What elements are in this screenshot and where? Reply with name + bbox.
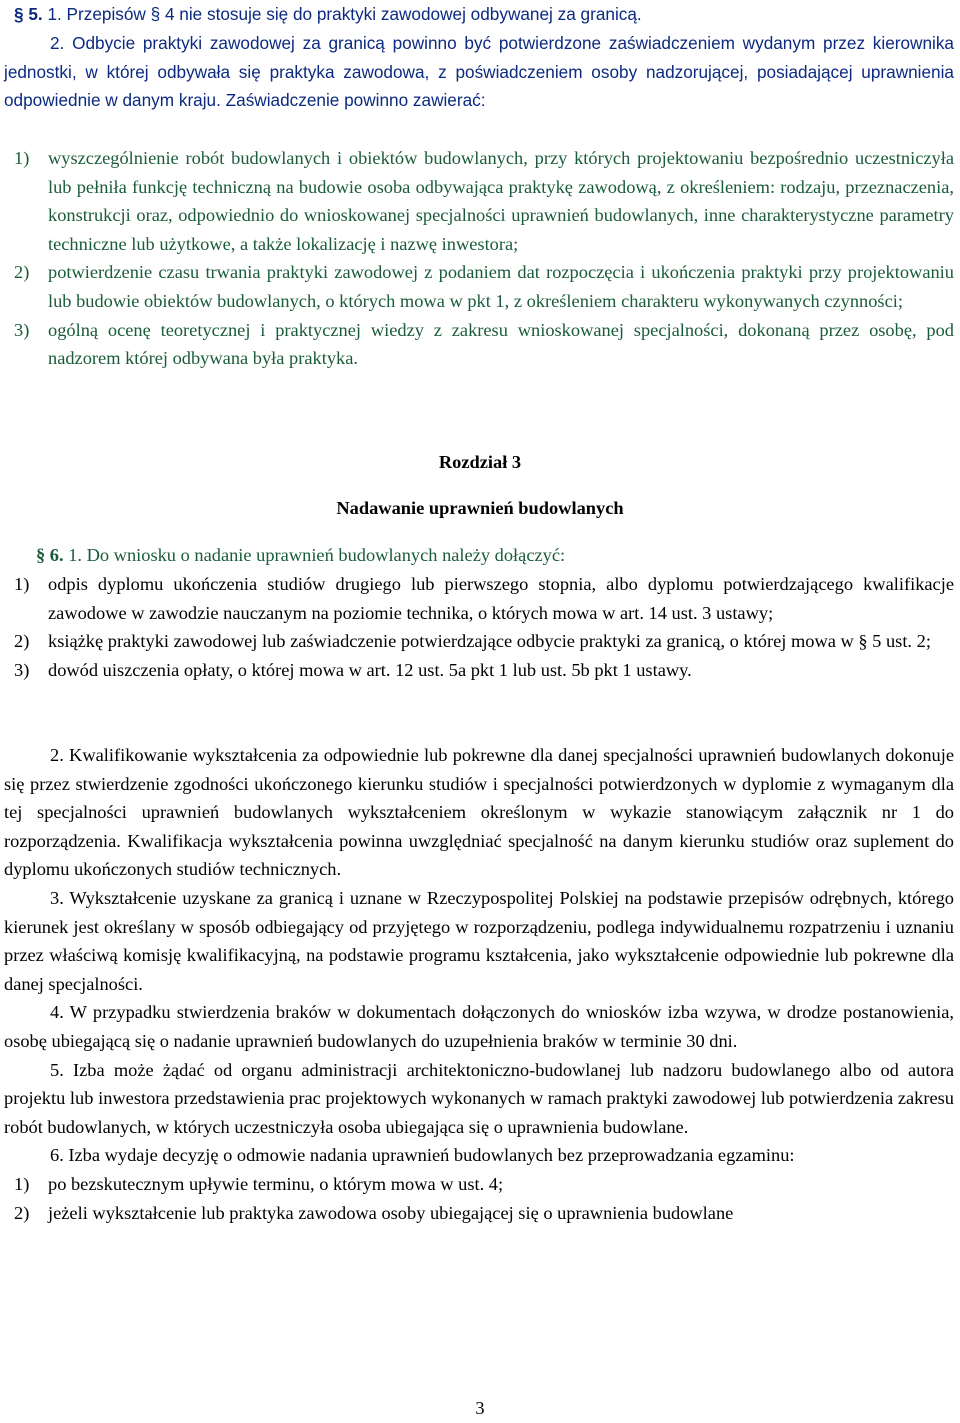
item-number: 1) <box>14 574 30 594</box>
par6-symbol: § 6. <box>36 545 64 565</box>
item-text: odpis dyplomu ukończenia studiów drugiego lub pierwszego stopnia, albo dyplomu potwierdzającego kwalifikacje zawodowe w zawodzie nauczanym na poziomie technika, o których mowa w art. 14 ust. 3 ustawy; <box>48 574 954 623</box>
item-text: wyszczególnienie robót budowlanych i obiektów budowlanych, przy których projektowaniu bezpośrednio uczestniczyła lub pełniła funkcję techniczną na budowie osoba odbywająca praktykę zawodową, z określeniem: rodzaju, przeznaczenia, konstrukcji oraz, odpowiednio do wnioskowanej specjalności uprawnień budowlanych, inne charakterystyczne parametry techniczne lub użytkowe, a także lokalizację i nazwę inwestora; <box>48 148 954 254</box>
par6-p4: 4. W przypadku stwierdzenia braków w dokumentach dołączonych do wniosków izba wzywa, w drodze postanowienia, osobę ubiegającą się o nadanie uprawnień budowlanych do uzupełnienia braków w terminie 30 dni. <box>4 1002 954 1051</box>
par5-p2b-text: Zaświadczenie powinno zawierać: <box>225 90 486 111</box>
par6-p1 <box>36 541 956 570</box>
item-number: 2) <box>14 1202 30 1223</box>
par6-item-3 <box>4 656 954 685</box>
par5-p2 <box>4 29 954 115</box>
chapter-number: Rozdział 3 <box>438 452 522 472</box>
par5-p1-text: 1. Przepisów § 4 nie stosuje się do praktyki zawodowej odbywanej za granicą. <box>47 4 642 24</box>
page-number: 3 <box>475 1398 485 1418</box>
par6-item-2 <box>4 627 954 656</box>
par5-p2a-text: 2. Odbycie praktyki zawodowej za granicą powinno być potwierdzone zaświadczeniem wydanym przez kierownika jednostki, w której odbywała się praktyka zawodowa, z poświadczeniem osoby nadzorującej, posiadającej uprawnienia odpowiednie w danym kraju. <box>4 33 954 111</box>
item-number: 3) <box>14 319 30 340</box>
item-text: dowód uiszczenia opłaty, o której mowa w art. 12 ust. 5a pkt 1 lub ust. 5b pkt 1 ustawy. <box>48 659 692 680</box>
par6-item2-1 <box>4 1170 954 1199</box>
par6-p6: 6. Izba wydaje decyzję o odmowie nadania uprawnień budowlanych bez przeprowadzania egzaminu: <box>50 1145 795 1166</box>
par5-items <box>4 144 954 373</box>
par6-p3: 3. Wykształcenie uzyskane za granicą i uznane w Rzeczypospolitej Polskiej na podstawie przepisów odrębnych, którego kierunek jest określany w sposób odbiegający od przyjętego w rozporządzeniu, podlega indywidualnemu rozpatrzeniu i uznaniu przez właściwą komisję kwalifikacyjną, na podstawie programu kształcenia, jako wykształcenie odpowiednie lub pokrewne dla danej specjalności. <box>4 887 954 994</box>
par5-item-3 <box>4 316 954 373</box>
item-text: jeżeli wykształcenie lub praktyka zawodowa osoby ubiegającej się o uprawnienia budowlane <box>48 1202 734 1223</box>
par6-items <box>4 570 954 684</box>
par6-item2-2 <box>4 1199 954 1228</box>
item-number: 3) <box>14 659 30 680</box>
item-number: 1) <box>14 148 30 168</box>
par5-item-2 <box>4 258 954 315</box>
par5-p1 <box>14 0 954 29</box>
item-text: ogólną ocenę teoretycznej i praktycznej wiedzy z zakresu wnioskowanej specjalności, dokonaną przez osobę, pod nadzorem której odbywana była praktyka. <box>48 319 954 369</box>
item-text: po bezskutecznym upływie terminu, o którym mowa w ust. 4; <box>48 1173 504 1194</box>
item-number: 2) <box>14 631 30 652</box>
item-number: 2) <box>14 262 30 283</box>
par6-p1-text: 1. Do wniosku o nadanie uprawnień budowlanych należy dołączyć: <box>68 545 566 565</box>
par6-p2: 2. Kwalifikowanie wykształcenia za odpowiednie lub pokrewne dla danej specjalności uprawnień budowlanych dokonuje się przez stwierdzenie zgodności ukończonego kierunku studiów i specjalności potwierdzonych w dyplomie z wymaganym dla tej specjalności uprawnień budowlanych wykształceniem określonym w wykazie stanowiącym załącznik nr 1 do rozporządzenia. Kwalifikacja wykształcenia powinna uwzględniać specjalność na danym kierunku studiów oraz suplement do dyplomu ukończonych studiów technicznych. <box>4 745 954 880</box>
par6-body <box>4 741 954 1227</box>
chapter-title: Nadawanie uprawnień budowlanych <box>336 498 624 518</box>
par6-p5: 5. Izba może żądać od organu administracji architektoniczno-budowlanej lub nadzoru budowlanego albo od autora projektu lub inwestora przedstawienia prac projektowych wykonanych w ramach praktyki zawodowej lub potwierdzenia zakresu robót budowlanych, w których uczestniczyła osoba ubiegająca się o uprawnienia budowlane. <box>4 1059 954 1137</box>
item-text: potwierdzenie czasu trwania praktyki zawodowej z podaniem dat rozpoczęcia i ukończenia praktyki przy projektowaniu lub budowie obiektów budowlanych, o których mowa w pkt 1, z określeniem charakteru wykonywanych czynności; <box>48 262 954 311</box>
par5-symbol: § 5. <box>14 4 43 24</box>
item-number: 1) <box>14 1173 30 1194</box>
item-text: książkę praktyki zawodowej lub zaświadczenie potwierdzające odbycie praktyki za granicą, o której mowa w § 5 ust. 2; <box>48 631 931 652</box>
par6-item-1 <box>4 570 954 627</box>
par5-item-1 <box>4 144 954 258</box>
